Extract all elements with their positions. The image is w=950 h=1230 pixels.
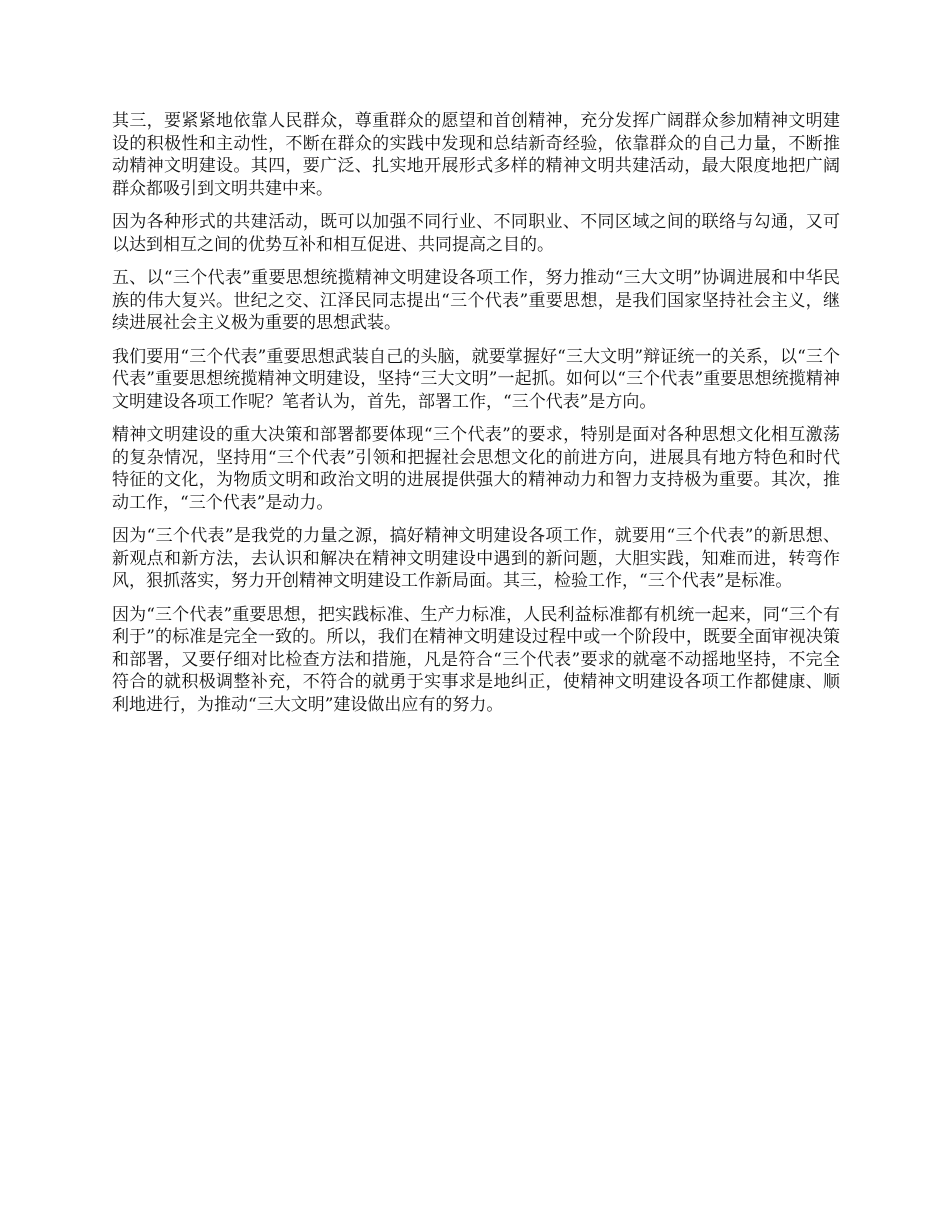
paragraph: 精神文明建设的重大决策和部署都要体现“三个代表”的要求，特别是面对各种思想文化相互激荡的复杂情况，坚持用“三个代表”引领和把握社会思想文化的前进方向，进展具有地方特色和时代特征的文化，为物质文明和政治文明的进展提供强大的精神动力和智力支持极为重要。其次，推动工作，“三个代表”是动力。 — [112, 425, 840, 513]
paragraph: 因为各种形式的共建活动，既可以加强不同行业、不同职业、不同区域之间的联络与勾通，又可以达到相互之间的优势互补和相互促进、共同提高之目的。 — [112, 212, 840, 255]
paragraph: 其三，要紧紧地依靠人民群众，尊重群众的愿望和首创精神，充分发挥广阔群众参加精神文明建设的积极性和主动性，不断在群众的实践中发现和总结新奇经验，依靠群众的自己力量，不断推动精神文明建设。其四，要广泛、扎实地开展形式多样的精神文明共建活动，最大限度地把广阔群众都吸引到文明共建中来。 — [112, 111, 840, 199]
document-body — [112, 110, 840, 727]
paragraph: 五、以“三个代表”重要思想统揽精神文明建设各项工作，努力推动“三大文明”协调进展和中华民族的伟大复兴。世纪之交、江泽民同志提出“三个代表”重要思想，是我们国家坚持社会主义，继续进展社会主义极为重要的思想武装。 — [112, 268, 840, 333]
paragraph: 我们要用“三个代表”重要思想武装自己的头脑，就要掌握好“三大文明”辩证统一的关系，以“三个代表”重要思想统揽精神文明建设，坚持“三大文明”一起抓。如何以“三个代表”重要思想统揽精神文明建设各项工作呢？笔者认为，首先，部署工作，“三个代表”是方向。 — [112, 346, 840, 412]
paragraph: 因为“三个代表”是我党的力量之源，搞好精神文明建设各项工作，就要用“三个代表”的新思想、新观点和新方法，去认识和解决在精神文明建设中遇到的新问题，大胆实践，知难而进，转弯作风，狠抓落实，努力开创精神文明建设工作新局面。其三，检验工作，“三个代表”是标准。 — [112, 526, 840, 591]
paragraph: 因为“三个代表”重要思想，把实践标准、生产力标准，人民利益标准都有机统一起来，同“三个有利于”的标准是完全一致的。所以，我们在精神文明建设过程中或一个阶段中，既要全面审视决策和部署，又要仔细对比检查方法和措施，凡是符合“三个代表”要求的就毫不动摇地坚持，不完全符合的就积极调整补充，不符合的就勇于实事求是地纠正，使精神文明建设各项工作都健康、顺利地进行，为推动“三大文明”建设做出应有的努力。 — [112, 604, 840, 715]
